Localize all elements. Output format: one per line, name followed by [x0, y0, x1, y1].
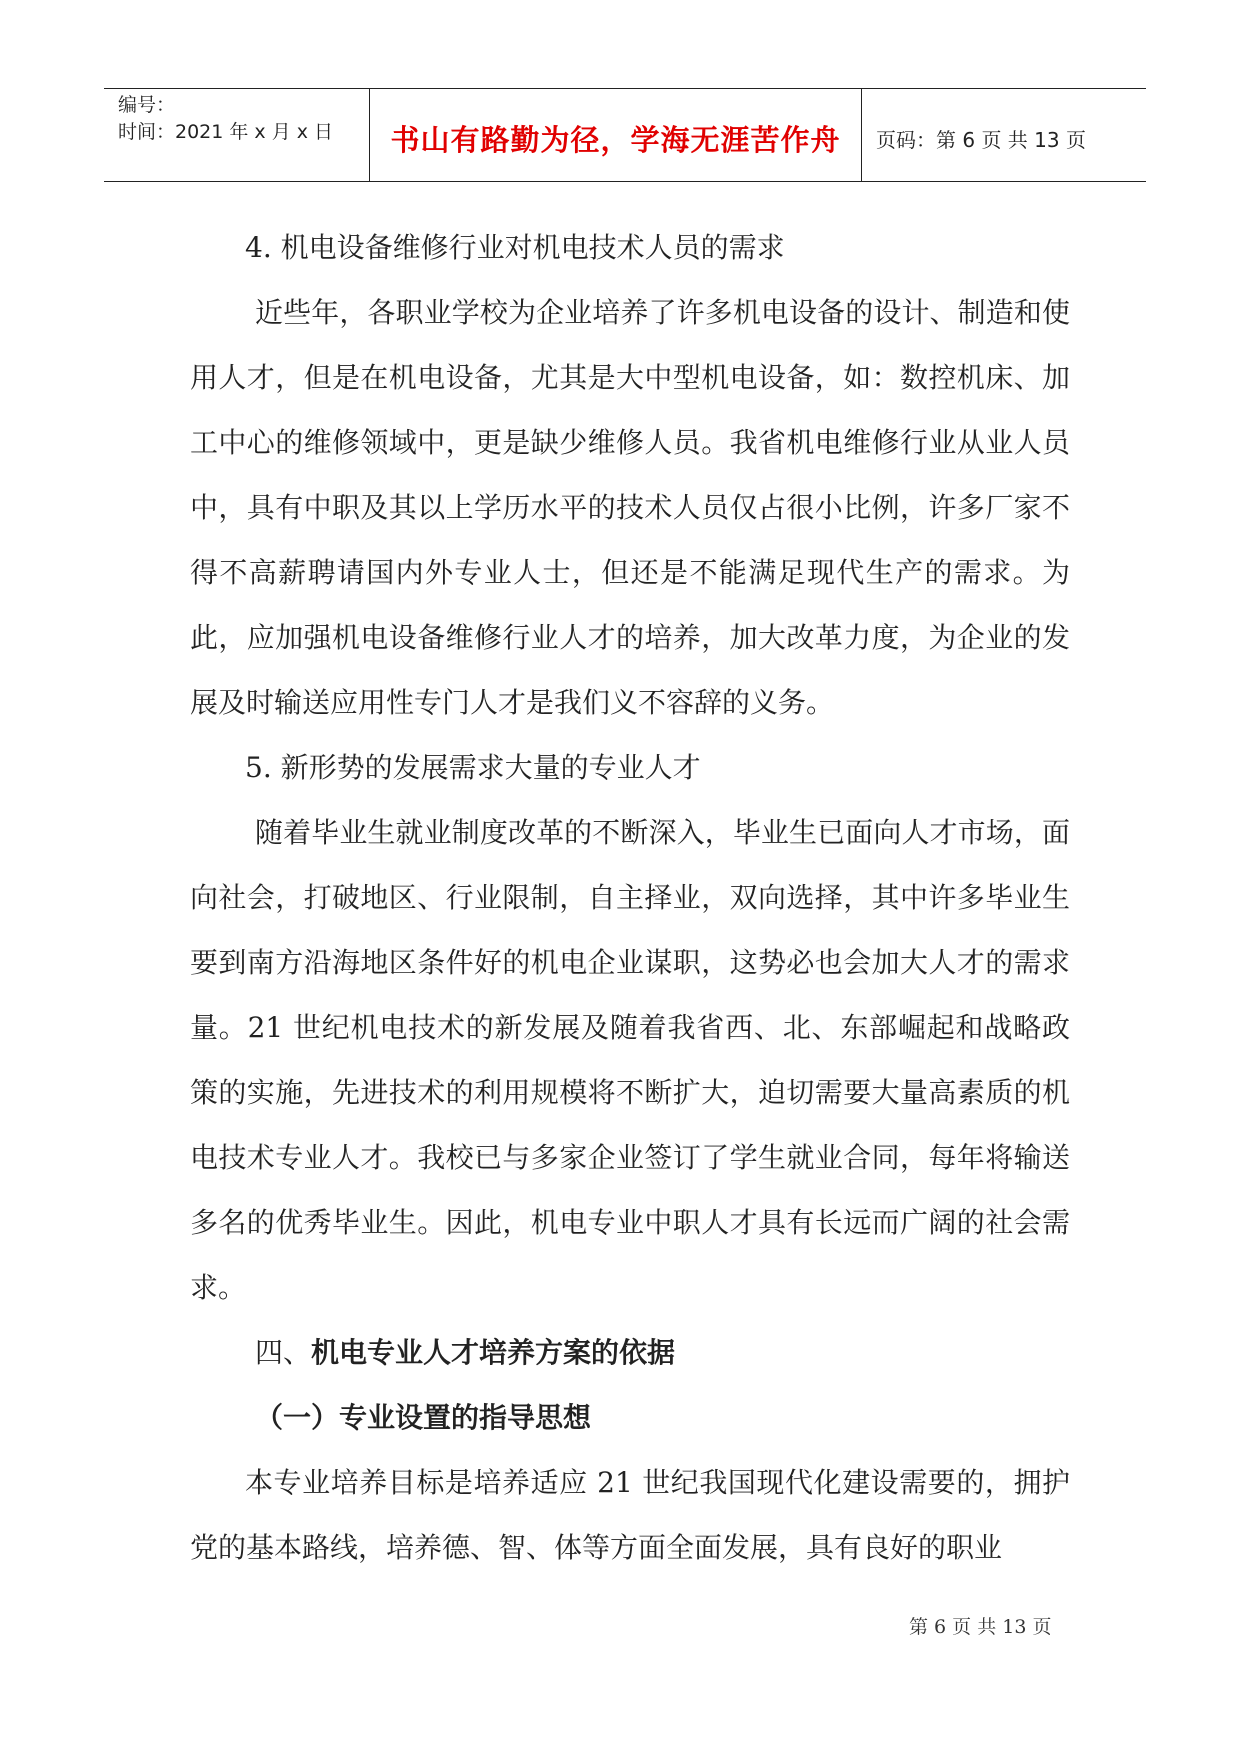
chapter-4-title: 机电专业人才培养方案的依据	[311, 1336, 676, 1369]
section-4-paragraph: 近些年，各职业学校为企业培养了许多机电设备的设计、制造和使用人才，但是在机电设备，尤其是大中型机电设备，如：数控机床、加工中心的维修领域中，更是缺少维修人员。我省机电维修行业从业人员中，具有中职及其以上学历水平的技术人员仅占很小比例，许多厂家不得不高薪聘请国内外专业人士，但还是不能满足现代生产的需求。为此，应加强机电设备维修行业人才的培养，加大改革力度，为企业的发展及时输送应用性专门人才是我们义不容辞的义务。	[190, 296, 1070, 719]
header-divider-right	[861, 88, 862, 182]
header-page-info: 页码：第 6 页 共 13 页	[876, 128, 1086, 152]
header-motto: 书山有路勤为径，学海无涯苦作舟	[390, 123, 841, 157]
chapter-4-heading	[190, 1320, 1070, 1385]
page-footer: 第 6 页 共 13 页	[909, 1616, 1052, 1638]
chapter-4-number: 四、	[255, 1336, 312, 1369]
section-5-paragraph: 随着毕业生就业制度改革的不断深入，毕业生已面向人才市场，面向社会，打破地区、行业限制，自主择业，双向选择，其中许多毕业生要到南方沿海地区条件好的机电企业谋职，这势必也会加大人才的需求量。21 世纪机电技术的新发展及随着我省西、北、东部崛起和战略政策的实施，先进技术的利用规模将不断扩大，迫切需要大量高素质的机电技术专业人才。我校已与多家企业签订了学生就业合同，每年将输送多名的优秀毕业生。因此，机电专业中职人才具有长远而广阔的社会需求。	[190, 816, 1070, 1304]
section-4-title: 4. 机电设备维修行业对机电技术人员的需求	[245, 231, 785, 264]
subsection-1-title: （一）专业设置的指导思想	[255, 1401, 592, 1434]
serial-number-label: 编号：	[118, 94, 176, 116]
section-5-title: 5. 新形势的发展需求大量的专业人才	[245, 751, 701, 784]
subsection-1-paragraph: 本专业培养目标是培养适应 21 世纪我国现代化建设需要的，拥护党的基本路线，培养德、智、体等方面全面发展，具有良好的职业	[190, 1466, 1070, 1564]
document-body	[190, 215, 1070, 1580]
header-top-rule	[104, 88, 1146, 89]
header-bottom-rule	[104, 181, 1146, 182]
header-meta	[118, 92, 333, 146]
time-label: 时间：2021 年 x 月 x 日	[118, 121, 334, 143]
